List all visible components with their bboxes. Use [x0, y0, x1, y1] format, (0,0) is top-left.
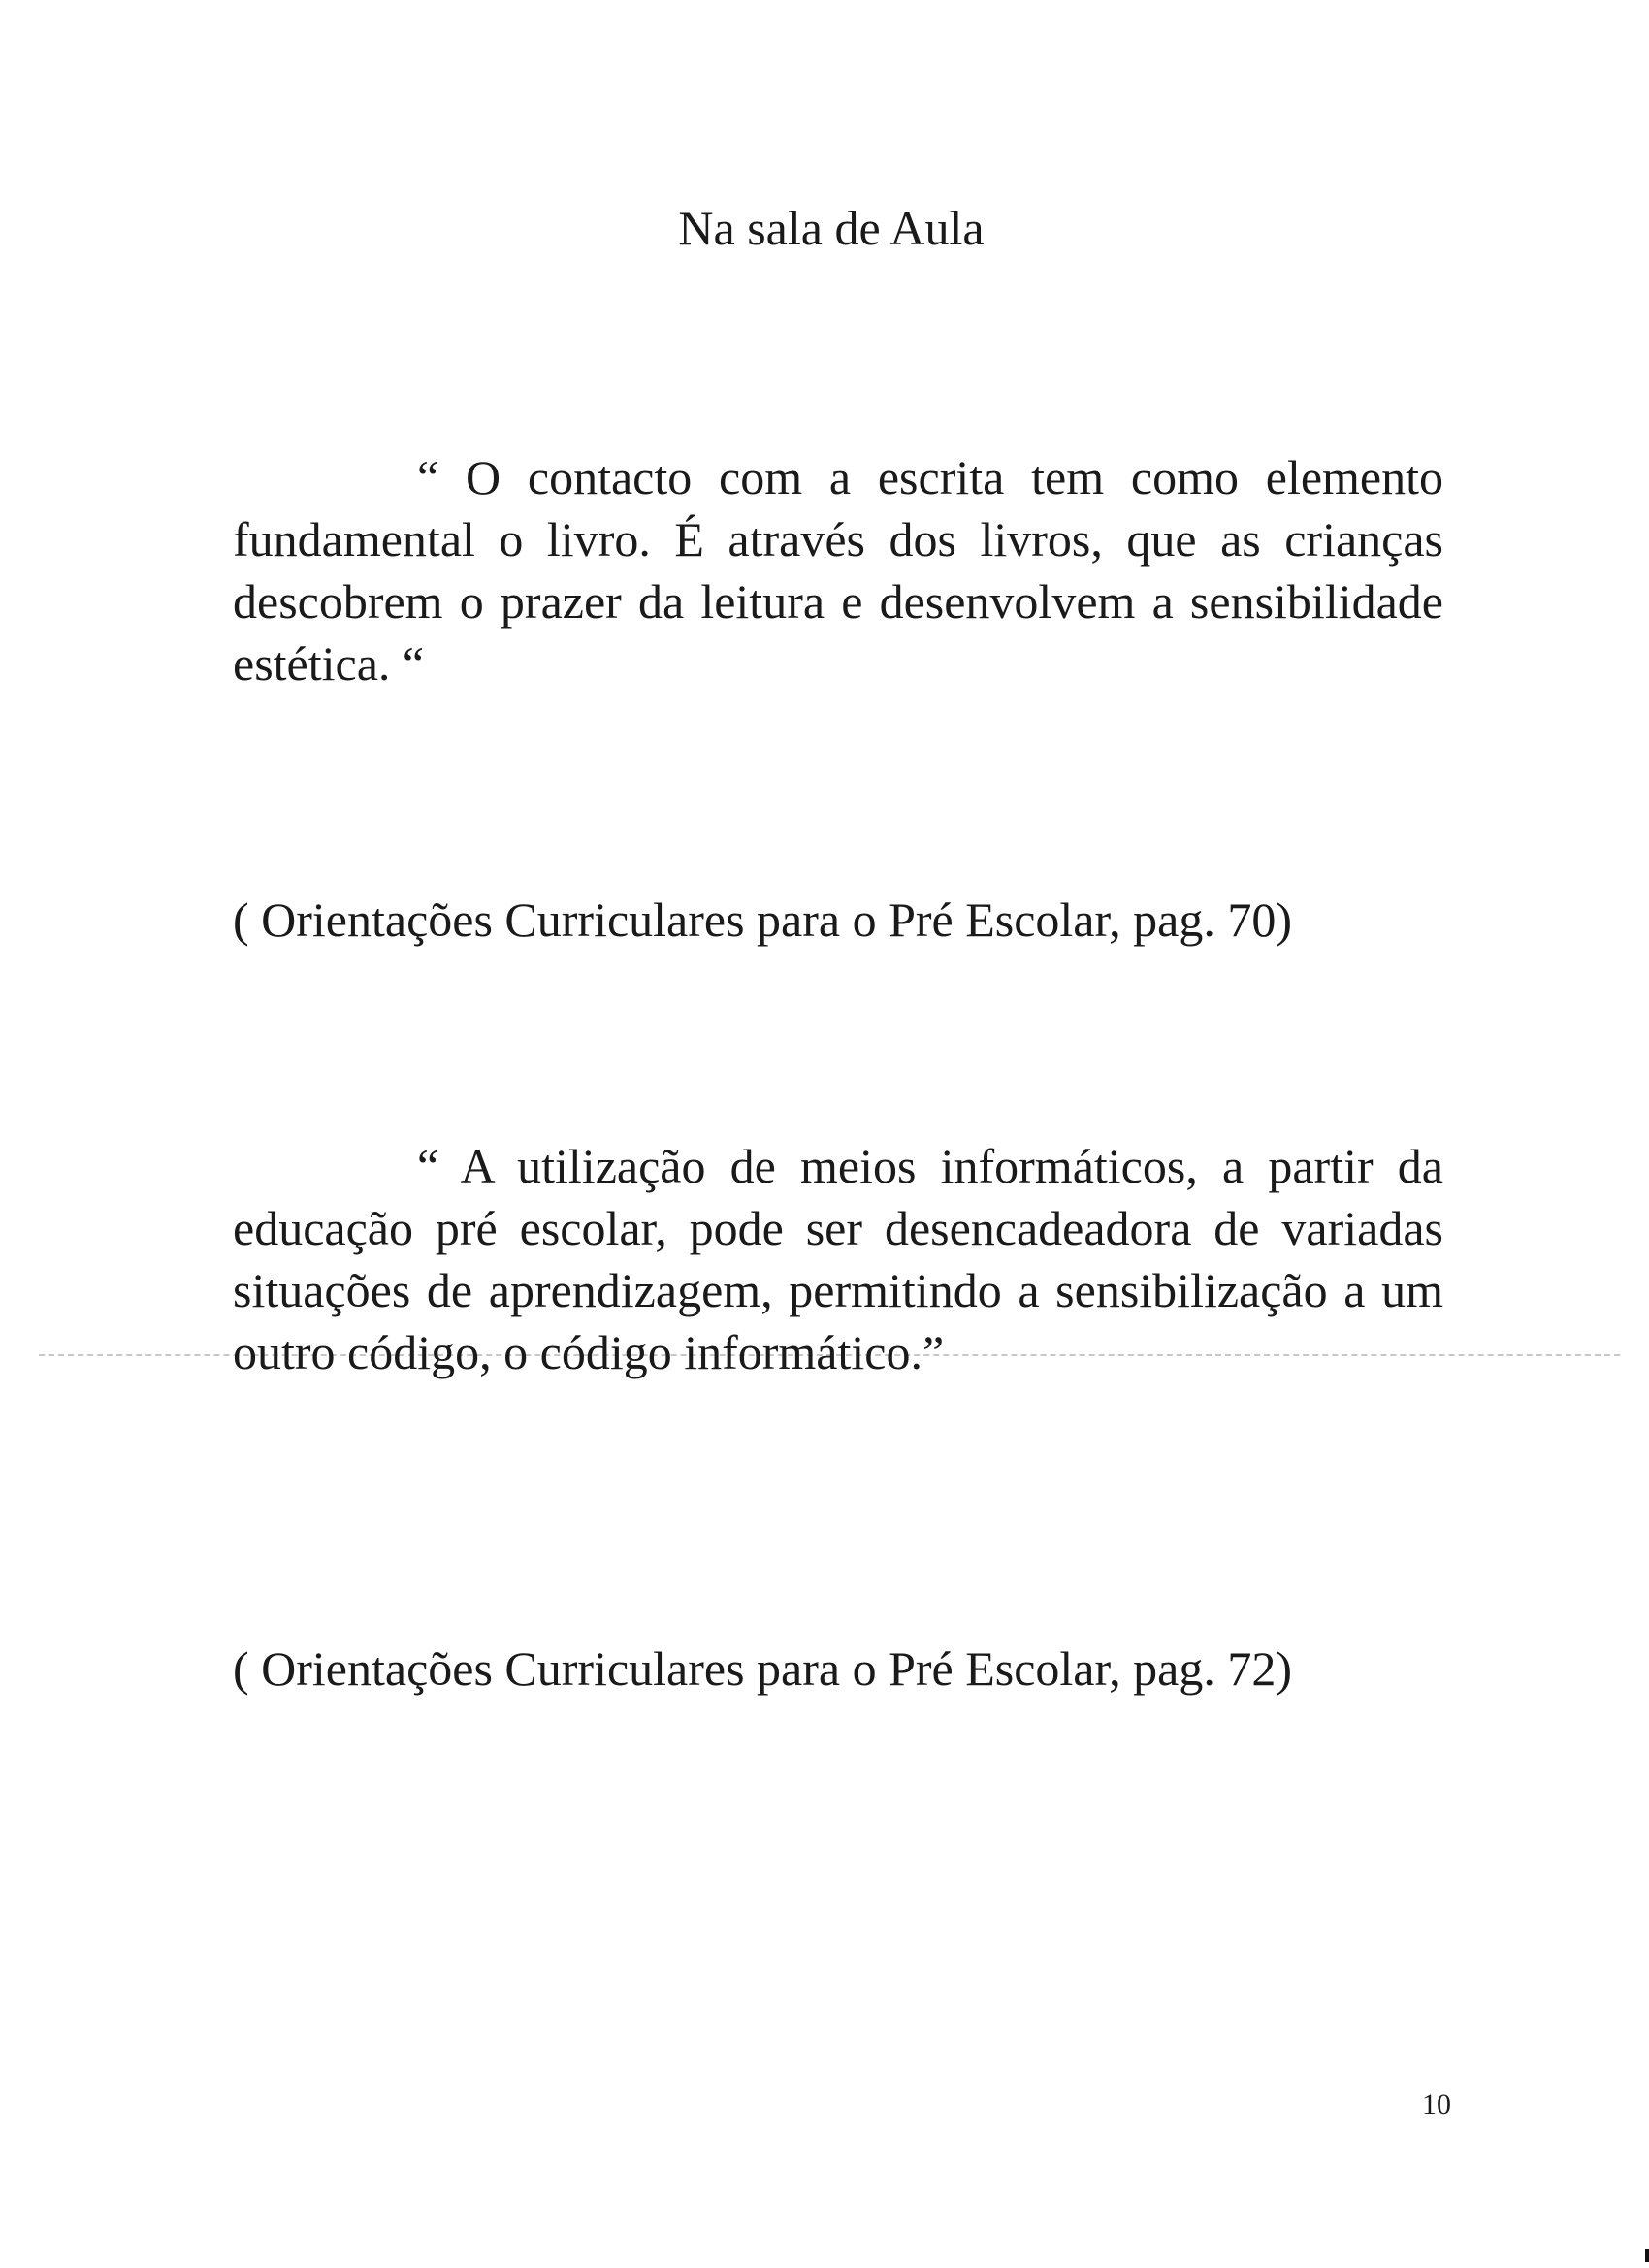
scan-speck	[1645, 2249, 1649, 2262]
citation-source-pag-72: ( Orientações Curriculares para o Pré Escolar, pag. 72)	[233, 1641, 1292, 1696]
citation-source-pag-70: ( Orientações Curriculares para o Pré Escolar, pag. 70)	[233, 892, 1292, 947]
quote-orientacoes-pag-70: “ O contacto com a escrita tem como elemento fundamental o livro. É através dos livros, que as crianças descobrem o prazer da leitura e desenvolvem a sensibilidade estética. “	[233, 450, 1443, 691]
quote-orientacoes-pag-72: “ A utilização de meios informáticos, a partir da educação pré escolar, pode ser desencadeadora de variadas situações de aprendizagem, permitindo a sensibilização a um outro código, o código informático.”	[233, 1139, 1443, 1379]
page-title: Na sala de Aula	[678, 201, 985, 255]
page-number: 10	[1422, 2089, 1451, 2121]
